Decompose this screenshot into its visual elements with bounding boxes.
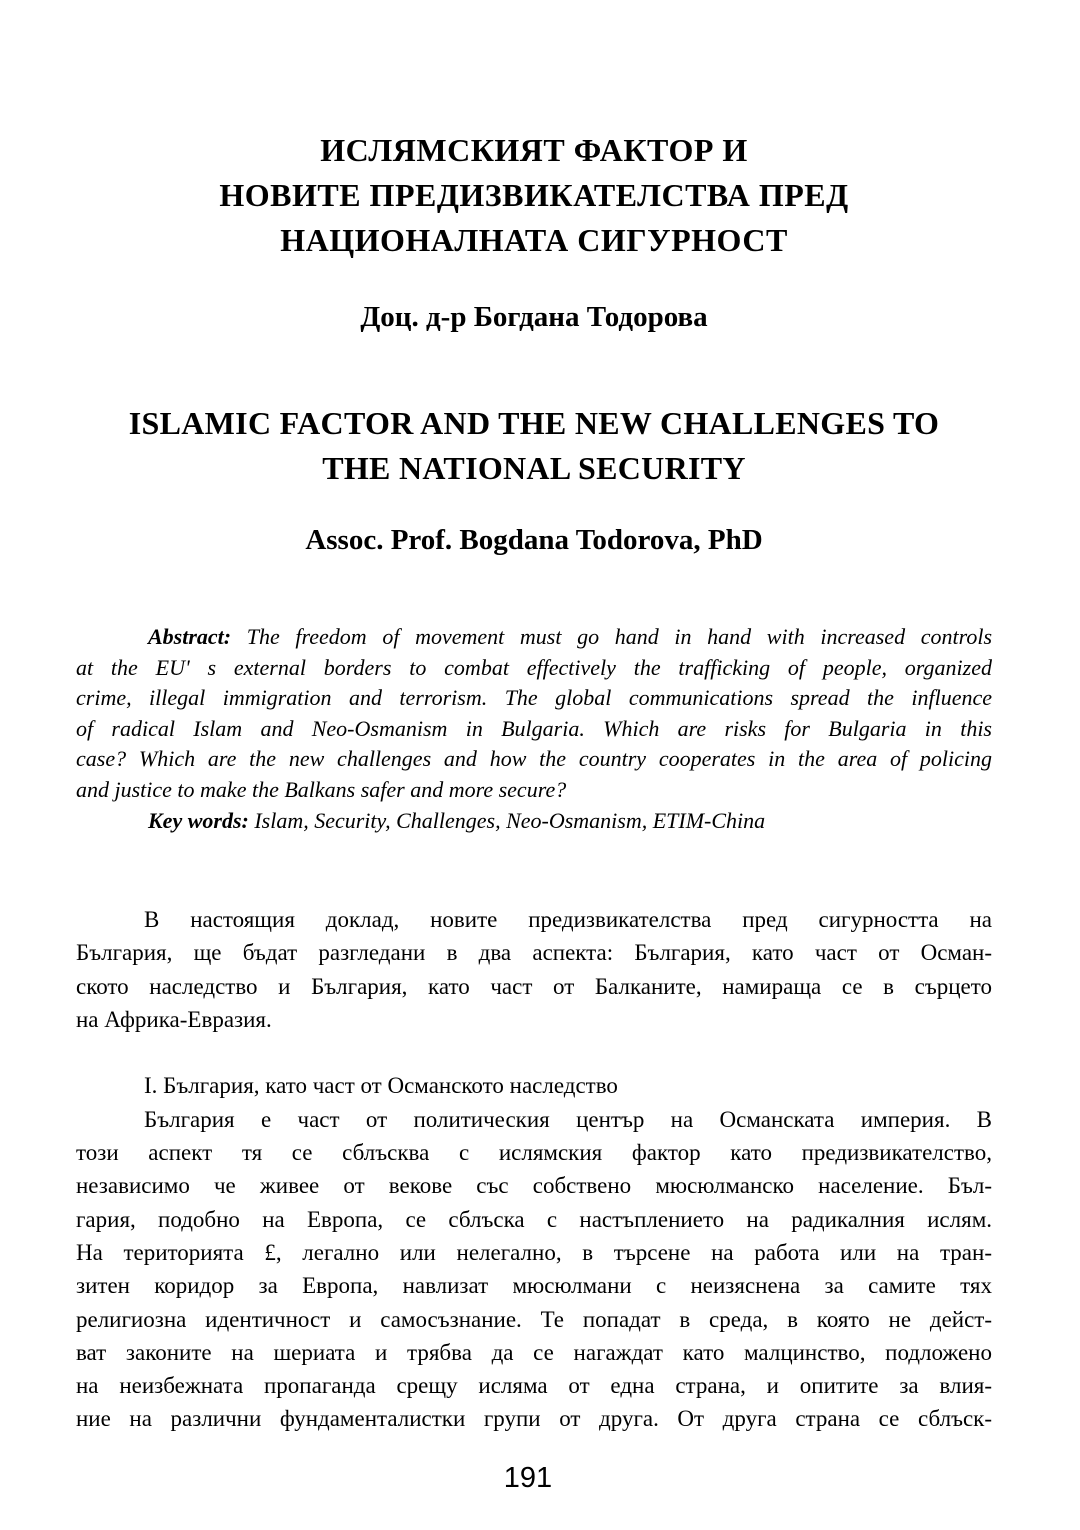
abstract-line: crime, illegal immigration and terrorism. The global communications spread the influence bbox=[76, 685, 992, 711]
paragraph1-line: България, ще бъдат разгледани в два аспекта: България, като част от Осман- bbox=[76, 940, 992, 966]
author-bulgarian: Доц. д-р Богдана Тодорова bbox=[360, 301, 708, 333]
title-bulgarian-line: НОВИТЕ ПРЕДИЗВИКАТЕЛСТВА ПРЕД bbox=[219, 177, 849, 213]
section-gap bbox=[76, 1036, 992, 1069]
author-english: Assoc. Prof. Bogdana Todorova, PhD bbox=[305, 524, 763, 556]
title-english-line: THE NATIONAL SECURITY bbox=[322, 450, 746, 486]
title-bulgarian-line: ИСЛЯМСКИЯТ ФАКТОР И bbox=[320, 132, 748, 168]
paragraph2-line: ние на различни фундаменталистки групи от друга. От друга страна се сблъск- bbox=[76, 1406, 992, 1432]
keywords-line bbox=[76, 806, 992, 837]
abstract-line: and justice to make the Balkans safer and more secure? bbox=[76, 776, 567, 802]
paragraph2-line: гария, подобно на Европа, се сблъска с настъплението на радикалния ислям. bbox=[76, 1206, 992, 1232]
body-text bbox=[76, 903, 992, 1436]
abstract-text: The freedom of movement must go hand in hand with increased controls bbox=[246, 624, 993, 649]
paragraph2-line: на неизбежната пропаганда срещу исляма от една страна, и опитите за влия- bbox=[76, 1373, 992, 1399]
paragraph2-line: България е част от политическия център на Османската империя. В bbox=[144, 1106, 992, 1132]
abstract-line bbox=[76, 622, 992, 653]
paragraph1-line: ското наследство и България, като част от Балканите, намираща се в сърцето bbox=[76, 973, 992, 999]
abstract-line: of radical Islam and Neo-Osmanism in Bulgaria. Which are risks for Bulgaria in this bbox=[76, 715, 992, 741]
abstract-section bbox=[76, 622, 992, 836]
paragraph2-line: независимо че живее от векове със собствено мюсюлманско население. Бъл- bbox=[76, 1173, 992, 1199]
title-english-line: ISLAMIC FACTOR AND THE NEW CHALLENGES TO bbox=[128, 405, 940, 441]
paragraph2-line: ват законите на шериата и трябва да се нагаждат като малцинство, подложено bbox=[76, 1339, 992, 1365]
keywords-text: Islam, Security, Challenges, Neo-Osmanism, ETIM-China bbox=[254, 807, 766, 833]
title-bulgarian-line: НАЦИОНАЛНАТА СИГУРНОСТ bbox=[280, 222, 788, 258]
keywords-label: Key words: bbox=[148, 807, 249, 833]
paragraph2-line: зитен коридор за Европа, навлизат мюсюлмани с неизяснена за самите тях bbox=[76, 1273, 992, 1299]
paragraph1-line: на Африка-Евразия. bbox=[76, 1006, 272, 1032]
title-english bbox=[76, 401, 992, 491]
section-heading: I. България, като част от Османското наследство bbox=[144, 1073, 618, 1099]
abstract-line: at the EU' s external borders to combat effectively the trafficking of people, organized bbox=[76, 654, 992, 680]
abstract-line: case? Which are the new challenges and how the country cooperates in the area of policing bbox=[76, 746, 992, 772]
paragraph2-line: религиозна идентичност и самосъзнание. Те попадат в среда, в която не дейст- bbox=[76, 1306, 992, 1332]
title-bulgarian bbox=[76, 128, 992, 263]
paragraph2-line: На територията £, легално или нелегално, в търсене на работа или на тран- bbox=[76, 1239, 992, 1265]
page-number: 191 bbox=[503, 1462, 553, 1494]
paragraph1-line: В настоящия доклад, новите предизвикателства пред сигурността на bbox=[144, 907, 992, 932]
paragraph2-line: този аспект тя се сблъсква с ислямския фактор като предизвикателство, bbox=[76, 1140, 992, 1166]
abstract-label: Abstract: bbox=[148, 624, 232, 649]
